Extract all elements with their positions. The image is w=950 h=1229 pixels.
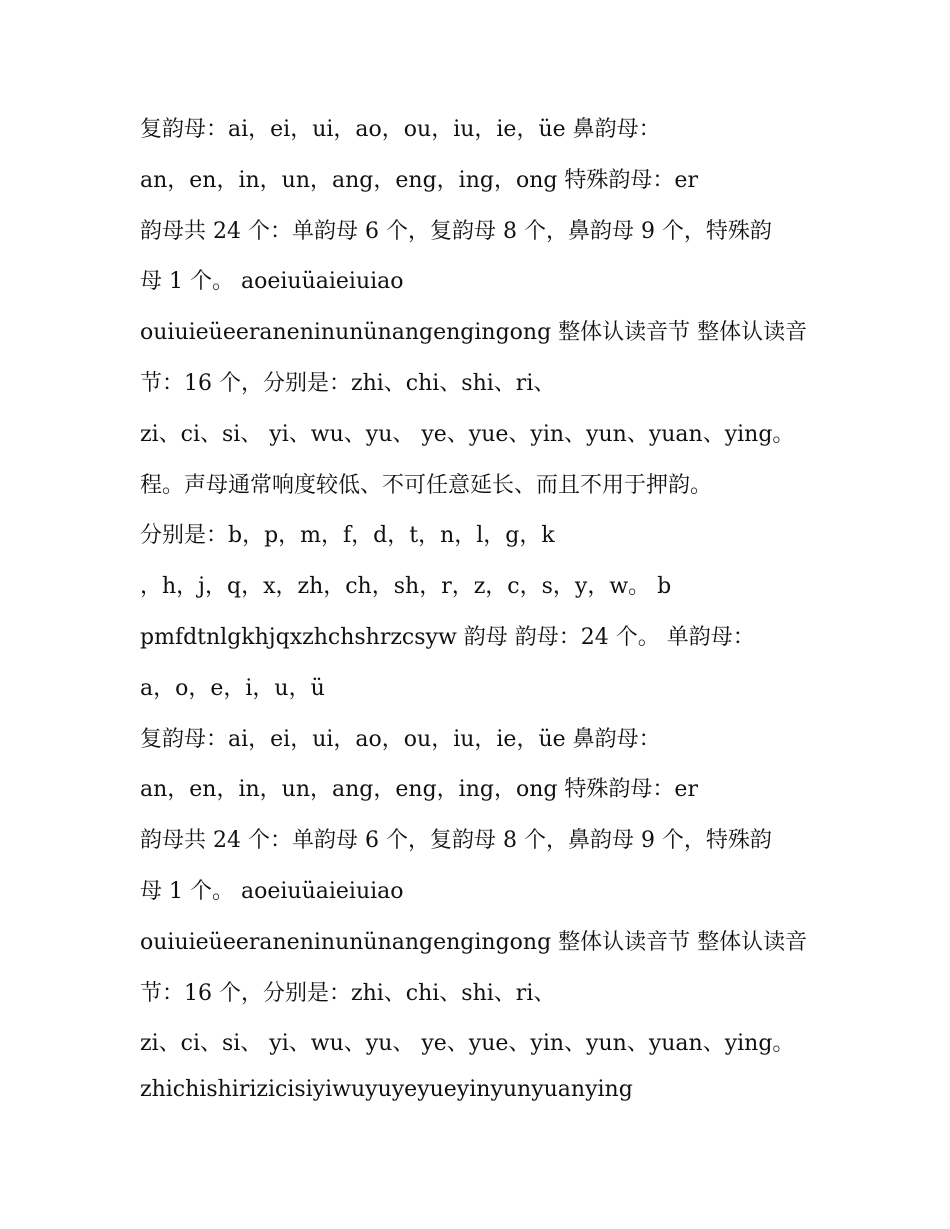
- text-line: 节：16 个，分别是：zhi、chi、shi、ri、: [140, 980, 556, 1006]
- text-line: zhichishirizicisiyiwuyuyeyueyinyunyuanying: [140, 1077, 633, 1103]
- text-line: 韵母共 24 个：单韵母 6 个，复韵母 8 个，鼻韵母 9 个，特殊韵: [140, 218, 772, 244]
- text-line: 程。声母通常响度较低、不可任意延长、而且不用于押韵。: [140, 472, 713, 498]
- text-line: 韵母共 24 个：单韵母 6 个，复韵母 8 个，鼻韵母 9 个，特殊韵: [140, 828, 772, 854]
- text-line: ouiuieüeeraneninunünangengingong 整体认读音节 整体认读音: [140, 929, 808, 955]
- text-line: 节：16 个，分别是：zhi、chi、shi、ri、: [140, 370, 556, 396]
- text-line: ，h，j，q，x，zh，ch，sh，r，z，c，s，y，w。 b: [140, 574, 672, 600]
- text-line: zi、ci、si、 yi、wu、yu、 ye、yue、yin、yun、yuan、ying。: [140, 1031, 795, 1057]
- text-line: 复韵母：ai，ei，ui，ao，ou，iu，ie，üe 鼻韵母：: [140, 726, 661, 752]
- text-line: 母 1 个。 aoeiuüaieiuiao: [140, 269, 404, 295]
- text-line: zi、ci、si、 yi、wu、yu、 ye、yue、yin、yun、yuan、ying。: [140, 421, 795, 447]
- text-line: pmfdtnlgkhjqxzhchshrzcsyw 韵母 韵母：24 个。 单韵母：: [140, 624, 755, 650]
- text-line: 母 1 个。 aoeiuüaieiuiao: [140, 878, 404, 904]
- text-line: ouiuieüeeraneninunünangengingong 整体认读音节 整体认读音: [140, 320, 808, 346]
- text-line: 分别是：b，p，m，f，d，t，n，l，g，k: [140, 523, 555, 549]
- text-line: an，en，in，un，ang，eng，ing，ong 特殊韵母：er: [140, 777, 698, 803]
- text-line: a，o，e，i，u，ü: [140, 675, 325, 701]
- text-line: 复韵母：ai，ei，ui，ao，ou，iu，ie，üe 鼻韵母：: [140, 117, 661, 142]
- text-line: an，en，in，un，ang，eng，ing，ong 特殊韵母：er: [140, 167, 698, 193]
- document-body: [140, 105, 830, 1110]
